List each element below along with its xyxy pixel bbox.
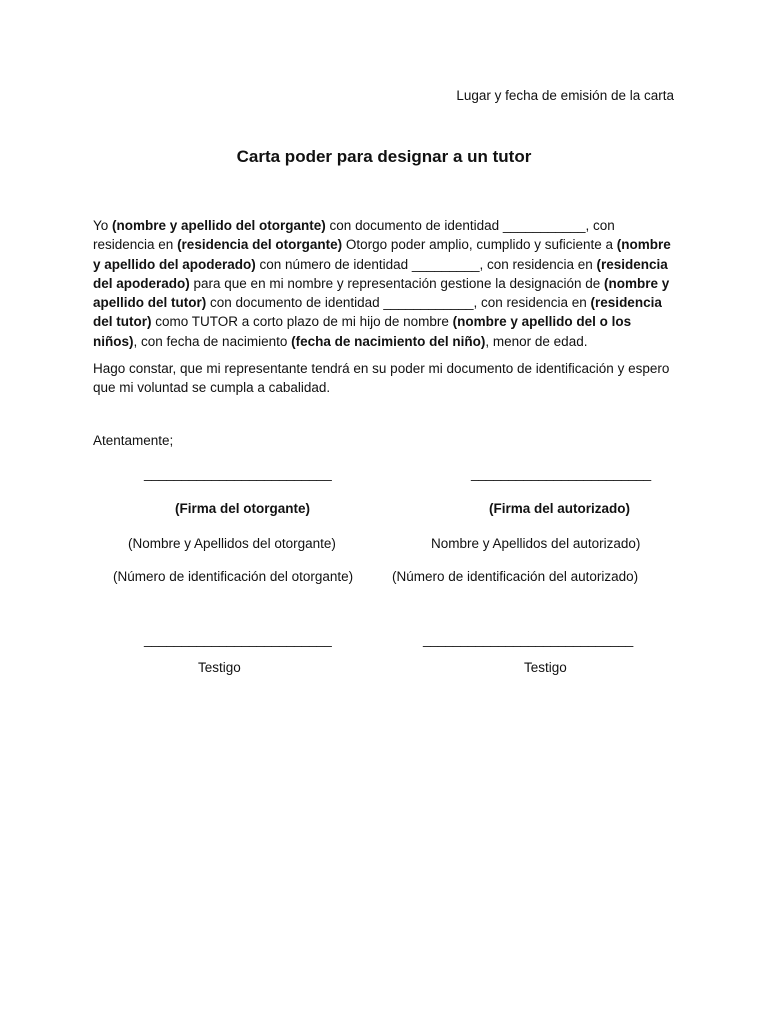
- witness-left-label: Testigo: [198, 660, 241, 675]
- text-fragment: Otorgo poder amplio, cumplido y suficiente a: [342, 237, 617, 253]
- placeholder-child-birthdate: (fecha de nacimiento del niño): [291, 333, 486, 349]
- grantor-name-label: (Nombre y Apellidos del otorgante): [128, 536, 336, 551]
- witness-right-label: Testigo: [524, 660, 567, 675]
- witness-right-line: ____________________________: [423, 632, 634, 647]
- grantor-signature-label: (Firma del otorgante): [175, 501, 311, 516]
- document-title: Carta poder para designar a un tutor: [236, 147, 532, 166]
- placeholder-tutor-residence: (residencia del tutor): [93, 295, 662, 330]
- placeholder-agent-name: (nombre y apellido del apoderado): [93, 237, 671, 272]
- text-fragment: con documento de identidad ___________, con residencia en: [93, 218, 615, 253]
- grantor-signature-line: _________________________: [144, 466, 332, 481]
- letter-body: [93, 216, 673, 406]
- placeholder-grantor-name: (nombre y apellido del otorgante): [112, 218, 326, 233]
- grantor-id-label: (Número de identificación del otorgante): [113, 569, 354, 584]
- text-fragment: para que en mi nombre y representación gestione la designación de: [189, 275, 605, 291]
- text-fragment: Yo: [93, 218, 113, 233]
- text-fragment: con documento de identidad ____________, con residencia en: [206, 295, 591, 311]
- placeholder-agent-residence: (residencia del apoderado): [93, 256, 668, 291]
- closing-salutation: Atentamente;: [93, 433, 174, 448]
- witness-left-line: _________________________: [144, 632, 332, 647]
- paragraph-grant: [93, 216, 673, 351]
- place-date-line: Lugar y fecha de emisión de la carta: [456, 88, 674, 103]
- placeholder-grantor-residence: (residencia del otorgante): [177, 237, 343, 253]
- text-fragment: como TUTOR a corto plazo de mi hijo de nombre: [151, 314, 453, 330]
- authorized-signature-label: (Firma del autorizado): [489, 501, 631, 516]
- authorized-name-label: Nombre y Apellidos del autorizado): [431, 536, 641, 551]
- text-fragment: con número de identidad _________, con residencia en: [255, 256, 597, 272]
- placeholder-children-names: (nombre y apellido del o los niños): [93, 314, 632, 349]
- text-fragment: , con fecha de nacimiento: [133, 333, 292, 349]
- paragraph-statement: Hago constar, que mi representante tendrá en su poder mi documento de identificación y espero que mi voluntad se cumpla a cabalidad.: [93, 361, 670, 396]
- authorized-signature-line: ________________________: [471, 466, 652, 481]
- placeholder-tutor-name: (nombre y apellido del tutor): [93, 275, 670, 311]
- text-fragment: , menor de edad.: [485, 333, 588, 349]
- authorized-id-label: (Número de identificación del autorizado): [392, 569, 639, 584]
